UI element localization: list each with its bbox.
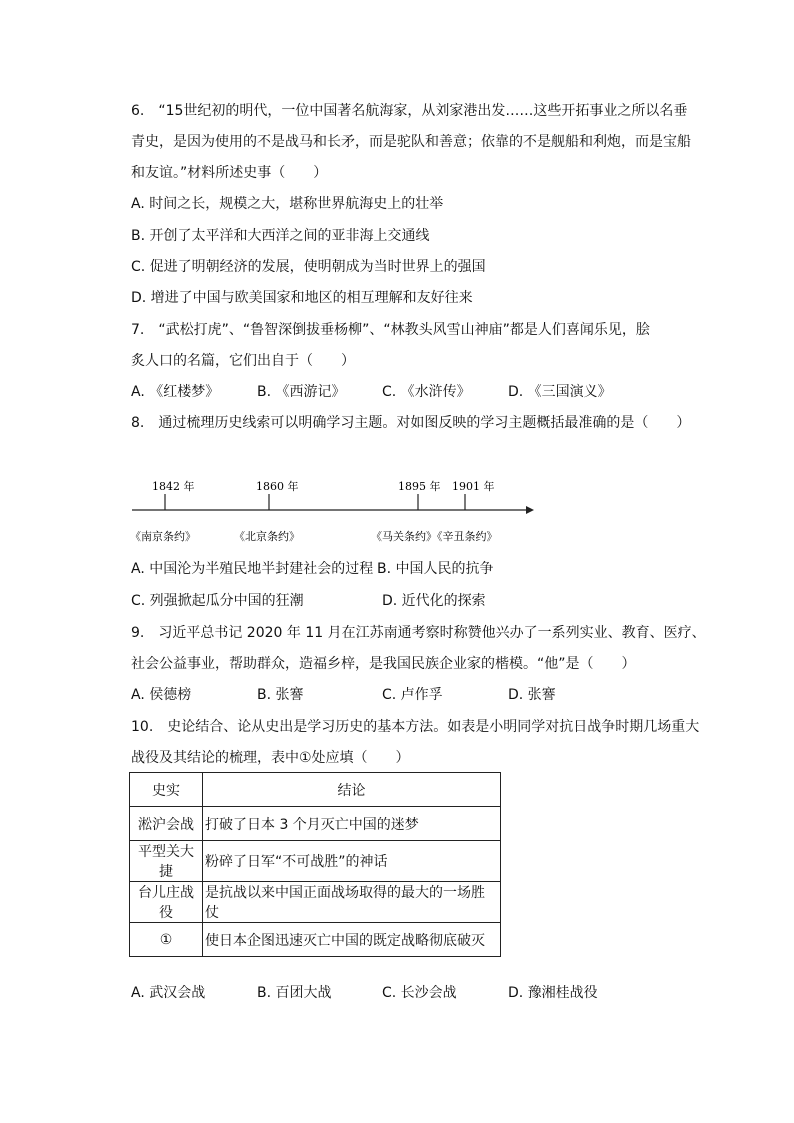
table-cell-conclusion: 使日本企图迅速灭亡中国的既定战略彻底破灭 [203, 923, 501, 957]
q6-option-d: D. 增进了中国与欧美国家和地区的相互理解和友好往来 [131, 290, 473, 306]
q8-option-c: C. 列强掀起瓜分中国的狂潮 [131, 593, 304, 609]
table-cell-fact: 平型关大捷 [130, 841, 203, 882]
q6-stem-line-3: 和友谊。”材料所述史事（ ） [131, 165, 328, 181]
q10-battle-table [129, 772, 501, 957]
q6-stem-line-1: 6. “15世纪初的明代，一位中国著名航海家，从刘家港出发……这些开拓事业之所以名垂 [131, 103, 688, 119]
q6-option-c: C. 促进了明朝经济的发展，使明朝成为当时世界上的强国 [131, 259, 486, 275]
q9-stem-line-1: 9. 习近平总书记 2020 年 11 月在江苏南通考察时称赞他兴办了一系列实业、教育、医疗、 [131, 625, 706, 641]
table-header-conclusion: 结论 [203, 773, 501, 807]
q10-stem-line-1: 10. 史论结合、论从史出是学习历史的基本方法。如表是小明同学对抗日战争时期几场重大 [131, 719, 700, 735]
q10-option-a: A. 武汉会战 [131, 985, 206, 1001]
q7-option-a: A. 《红楼梦》 [131, 384, 220, 400]
q8-option-a: A. 中国沦为半殖民地半封建社会的过程 [131, 561, 374, 577]
table-row [130, 882, 501, 923]
q7-option-d: D. 《三国演义》 [508, 384, 612, 400]
q8-timeline-figure [128, 476, 548, 546]
q9-option-d: D. 张謇 [508, 687, 556, 703]
q9-option-a: A. 侯德榜 [131, 687, 192, 703]
q8-option-b: B. 中国人民的抗争 [377, 561, 494, 577]
q10-option-c: C. 长沙会战 [382, 985, 457, 1001]
q7-option-b: B. 《西游记》 [257, 384, 346, 400]
timeline-year-1901: 1901 年 [452, 480, 495, 493]
q9-option-b: B. 张謇 [257, 687, 304, 703]
q8-option-d: D. 近代化的探索 [382, 593, 486, 609]
timeline-treaty-maguan-xinchou: 《马关条约》《辛丑条约》 [371, 530, 498, 543]
table-cell-fact: 淞沪会战 [130, 807, 203, 841]
timeline-year-1842: 1842 年 [152, 480, 195, 493]
table-cell-fact: 台儿庄战役 [130, 882, 203, 923]
q10-option-d: D. 豫湘桂战役 [508, 985, 598, 1001]
q9-stem-line-2: 社会公益事业，帮助群众，造福乡梓，是我国民族企业家的楷模。“他”是（ ） [131, 656, 636, 672]
timeline-treaty-beijing: 《北京条约》 [234, 530, 300, 543]
q8-stem-line-1: 8. 通过梳理历史线索可以明确学习主题。对如图反映的学习主题概括最准确的是（ ） [131, 415, 691, 431]
q7-stem-line-2: 炙人口的名篇，它们出自于（ ） [131, 353, 355, 369]
q6-stem-line-2: 青史，是因为使用的不是战马和长矛，而是驼队和善意；依靠的不是舰船和利炮，而是宝船 [131, 134, 691, 150]
q7-stem-line-1: 7. “武松打虎”、“鲁智深倒拔垂杨柳”、“林教头风雪山神庙”都是人们喜闻乐见，脍 [131, 322, 650, 338]
q7-option-c: C. 《水浒传》 [382, 384, 471, 400]
q9-option-c: C. 卢作孚 [382, 687, 443, 703]
table-row [130, 841, 501, 882]
q6-option-b: B. 开创了太平洋和大西洋之间的亚非海上交通线 [131, 228, 430, 244]
table-header-row [130, 773, 501, 807]
q10-option-b: B. 百团大战 [257, 985, 332, 1001]
timeline-svg [128, 476, 548, 546]
q10-stem-line-2: 战役及其结论的梳理，表中①处应填（ ） [131, 750, 410, 766]
timeline-arrow-icon [526, 506, 534, 514]
table-header-fact: 史实 [130, 773, 203, 807]
timeline-year-1860: 1860 年 [256, 480, 299, 493]
table-cell-conclusion: 打破了日本 3 个月灭亡中国的迷梦 [203, 807, 501, 841]
table-cell-fact: ① [130, 923, 203, 957]
table-row [130, 923, 501, 957]
timeline-year-1895: 1895 年 [398, 480, 441, 493]
table-cell-conclusion: 粉碎了日军“不可战胜”的神话 [203, 841, 501, 882]
q6-option-a: A. 时间之长，规模之大，堪称世界航海史上的壮举 [131, 196, 444, 212]
timeline-treaty-nanjing: 《南京条约》 [130, 530, 196, 543]
table-cell-conclusion: 是抗战以来中国正面战场取得的最大的一场胜仗 [203, 882, 501, 923]
table-row [130, 807, 501, 841]
